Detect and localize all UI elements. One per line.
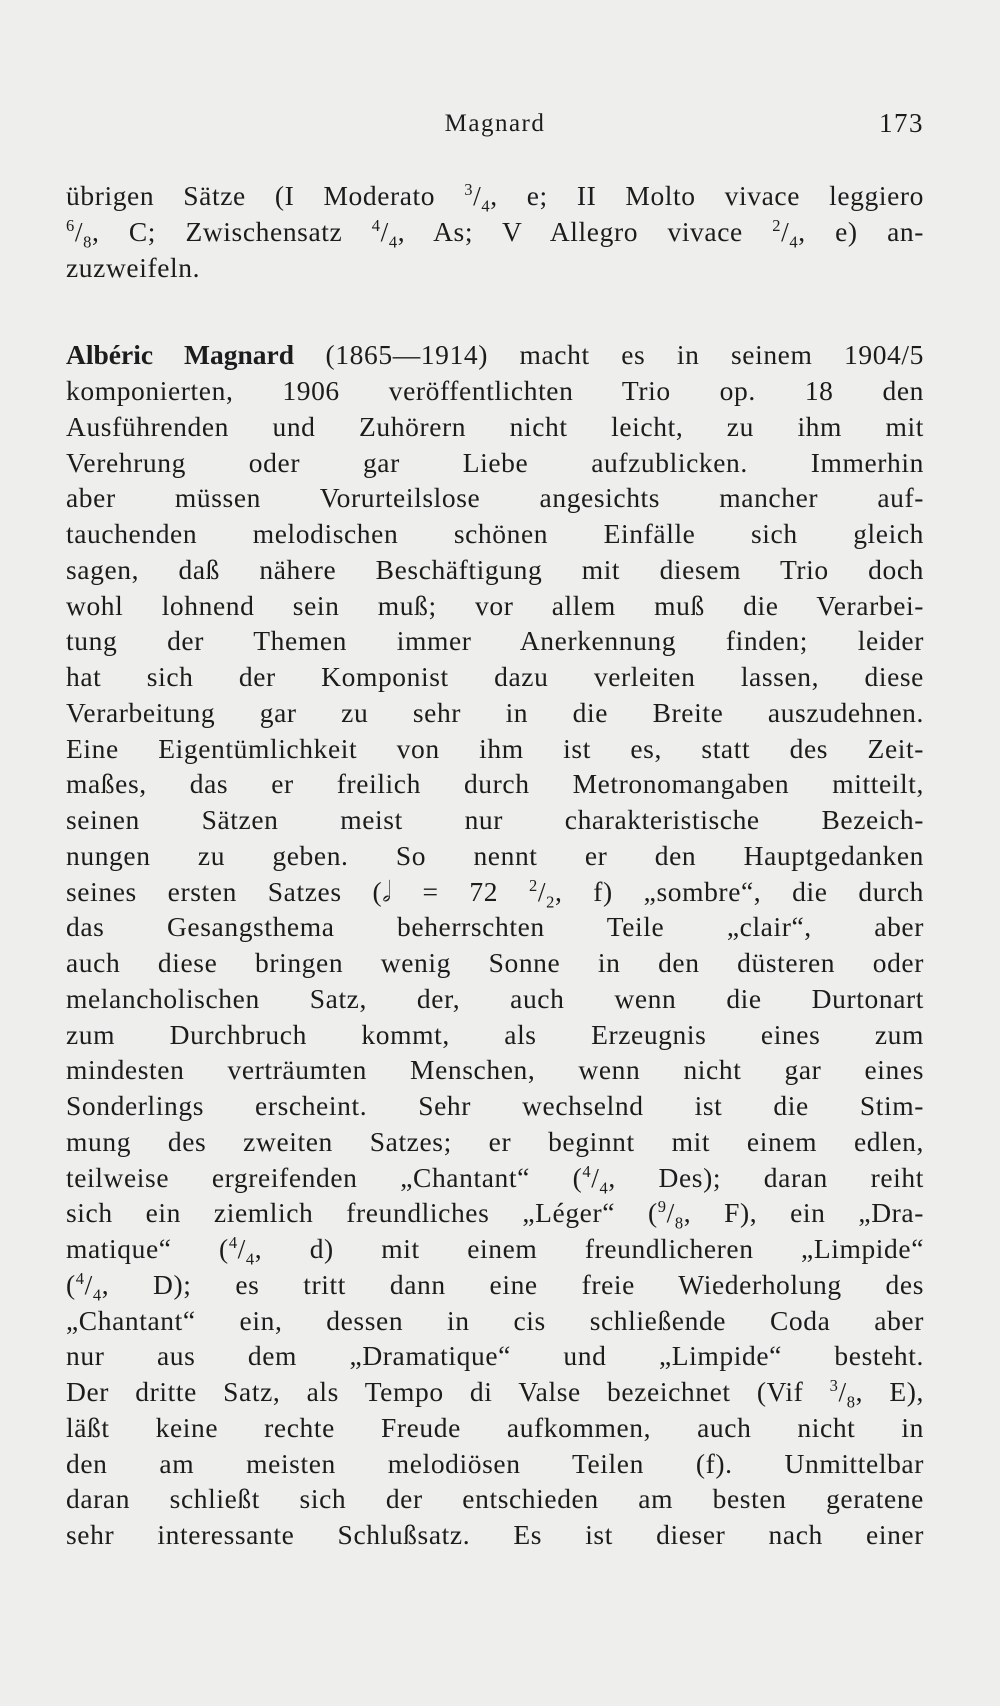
- text-run: seinen Sätzen meist nur charakteristische Bezeich-: [66, 804, 924, 835]
- text-line: [66, 373, 924, 409]
- text-line: [66, 214, 924, 250]
- text-run: /: [838, 1376, 847, 1407]
- fraction-denominator: 8: [83, 232, 92, 252]
- fraction-denominator: 8: [846, 1392, 856, 1412]
- text-run: maßes, das er freilich durch Metronomangaben mitteilt,: [66, 768, 924, 800]
- fraction-numerator: 2: [772, 215, 782, 235]
- text-run: nungen zu geben. So nennt er den Hauptgedanken: [66, 839, 924, 871]
- body-text: [66, 178, 924, 1553]
- fraction-numerator: 9: [657, 1197, 667, 1217]
- fraction-denominator: 4: [92, 1285, 102, 1305]
- text-line: [66, 337, 924, 373]
- text-line: [66, 1267, 924, 1303]
- text-run: , e; II Molto vivace leggiero: [490, 180, 924, 211]
- text-line: [66, 588, 924, 624]
- text-run: das Gesangsthema beherrschten Teile „clair“, aber: [66, 911, 924, 943]
- text-run: , Des); daran reiht: [608, 1161, 924, 1193]
- text-run: melancholischen Satz, der, auch wenn die Durtonart: [66, 982, 924, 1014]
- text-line: [66, 1160, 924, 1196]
- text-line: [66, 1088, 924, 1124]
- text-run: Der dritte Satz, als Tempo di Valse bezeichnet (Vif: [66, 1376, 830, 1407]
- text-run: Eine Eigentümlichkeit von ihm ist es, statt des Zeit-: [66, 732, 924, 764]
- text-run: daran schließt sich der entschieden am besten geratene: [66, 1483, 924, 1515]
- text-run: /: [237, 1233, 246, 1264]
- text-line: [66, 766, 924, 802]
- fraction-denominator: 4: [388, 232, 398, 252]
- text-line: [66, 623, 924, 659]
- text-run: , E),: [855, 1376, 924, 1407]
- text-run: , C; Zwischensatz: [91, 215, 372, 247]
- text-line: [66, 659, 924, 695]
- text-line: [66, 1517, 924, 1553]
- text-line: [66, 909, 924, 945]
- text-run: Verehrung oder gar Liebe aufzublicken. Immerhin: [66, 446, 924, 478]
- text-run: matique“ (: [66, 1233, 229, 1264]
- text-run: zum Durchbruch kommt, als Erzeugnis eines zum: [66, 1018, 924, 1050]
- text-line: [66, 480, 924, 516]
- fraction-denominator: 4: [481, 196, 491, 216]
- paragraph-gap: [66, 285, 924, 337]
- text-line: [66, 1446, 924, 1482]
- fraction-denominator: 4: [599, 1178, 609, 1197]
- running-head: Magnard: [444, 110, 546, 137]
- text-line: [66, 838, 924, 874]
- text-run: Ausführenden und Zuhörern nicht leicht, zu ihm mit: [66, 410, 924, 442]
- text-line: [66, 1338, 924, 1374]
- text-run: sich ein ziemlich freundliches „Léger“ (: [66, 1197, 658, 1229]
- text-run: komponierten, 1906 veröffentlichten Trio op. 18 den: [66, 375, 924, 406]
- text-run: , F), ein „Dra-: [683, 1197, 924, 1229]
- text-line: [66, 981, 924, 1017]
- text-line: [66, 552, 924, 588]
- text-run: wohl lohnend sein muß; vor allem muß die Verarbei-: [66, 589, 924, 621]
- author-name: Albéric Magnard: [66, 339, 294, 371]
- text-run: /: [74, 215, 84, 247]
- text-line: [66, 1374, 924, 1410]
- text-run: sagen, daß nähere Beschäftigung mit diesem Trio doch: [66, 553, 924, 585]
- text-line: [66, 695, 924, 731]
- text-run: seines ersten Satzes (𝅗𝅥 = 72: [66, 875, 529, 907]
- fraction-numerator: 4: [75, 1268, 85, 1288]
- text-line: [66, 1481, 924, 1517]
- text-run: läßt keine rechte Freude aufkommen, auch nicht in: [66, 1411, 924, 1443]
- text-run: , d) mit einem freundlicheren „Limpide“: [254, 1233, 924, 1264]
- text-run: übrigen Sätze (I Moderato: [66, 180, 465, 211]
- text-run: /: [380, 215, 389, 247]
- text-run: mindesten verträumten Menschen, wenn nicht gar eines: [66, 1054, 924, 1086]
- text-line: [66, 178, 924, 214]
- fraction-numerator: 4: [582, 1161, 592, 1181]
- text-line: [66, 874, 924, 910]
- text-line: [66, 802, 924, 838]
- text-run: , f) „sombre“, die durch: [554, 875, 924, 907]
- text-run: mung des zweiten Satzes; er beginnt mit einem edlen,: [66, 1125, 924, 1157]
- text-run: /: [591, 1161, 600, 1193]
- text-run: Verarbeitung gar zu sehr in die Breite auszudehnen.: [66, 696, 924, 728]
- text-run: zuzweifeln.: [66, 251, 201, 283]
- text-run: tung der Themen immer Anerkennung finden; leider: [66, 625, 924, 657]
- text-run: den am meisten melodiösen Teilen (f). Unmittelbar: [66, 1447, 924, 1479]
- text-run: sehr interessante Schlußsatz. Es ist dieser nach einer: [66, 1519, 924, 1550]
- text-line: [66, 516, 924, 552]
- text-run: aber müssen Vorurteilslose angesichts mancher auf-: [66, 482, 924, 514]
- text-line: [66, 409, 924, 445]
- text-run: (1865—1914) macht es in seinem 1904/5: [294, 339, 925, 371]
- text-line: [66, 445, 924, 481]
- text-run: /: [473, 180, 482, 211]
- text-run: (: [66, 1268, 76, 1300]
- fraction-denominator: 8: [674, 1213, 684, 1233]
- fraction-numerator: 4: [371, 215, 381, 235]
- fraction-numerator: 2: [528, 875, 538, 895]
- text-line: [66, 1303, 924, 1339]
- text-line: [66, 1017, 924, 1053]
- text-run: /: [84, 1268, 93, 1300]
- text-run: /: [781, 215, 790, 247]
- text-line: [66, 1231, 924, 1267]
- text-run: teilweise ergreifenden „Chantant“ (: [66, 1161, 583, 1193]
- text-run: auch diese bringen wenig Sonne in den düsteren oder: [66, 947, 924, 978]
- text-run: nur aus dem „Dramatique“ und „Limpide“ besteht.: [66, 1340, 924, 1372]
- page-header: [66, 106, 924, 142]
- text-run: tauchenden melodischen schönen Einfälle sich gleich: [66, 518, 924, 549]
- fraction-numerator: 3: [464, 179, 474, 199]
- text-line: [66, 1052, 924, 1088]
- text-run: Sonderlings erscheint. Sehr wechselnd ist die Stim-: [66, 1090, 924, 1121]
- fraction-denominator: 2: [546, 892, 555, 911]
- text-run: hat sich der Komponist dazu verleiten lassen, diese: [66, 661, 924, 692]
- paragraph: [66, 337, 924, 1553]
- text-line: [66, 1195, 924, 1231]
- text-line: [66, 250, 924, 286]
- text-line: [66, 945, 924, 981]
- text-run: , As; V Allegro vivace: [397, 215, 773, 247]
- fraction-denominator: 4: [245, 1249, 255, 1269]
- paragraph: [66, 178, 924, 285]
- text-run: „Chantant“ ein, dessen in cis schließende Coda aber: [66, 1304, 924, 1336]
- fraction-denominator: 4: [789, 232, 799, 252]
- fraction-numerator: 4: [228, 1232, 238, 1252]
- fraction-numerator: 6: [66, 215, 75, 235]
- text-run: , e) an-: [798, 215, 924, 247]
- text-line: [66, 1410, 924, 1446]
- text-line: [66, 1124, 924, 1160]
- text-run: , D); es tritt dann eine freie Wiederholung des: [101, 1268, 924, 1300]
- text-run: /: [537, 875, 547, 907]
- page-number: 173: [879, 108, 924, 138]
- fraction-numerator: 3: [829, 1375, 839, 1395]
- text-run: /: [666, 1197, 675, 1229]
- text-line: [66, 731, 924, 767]
